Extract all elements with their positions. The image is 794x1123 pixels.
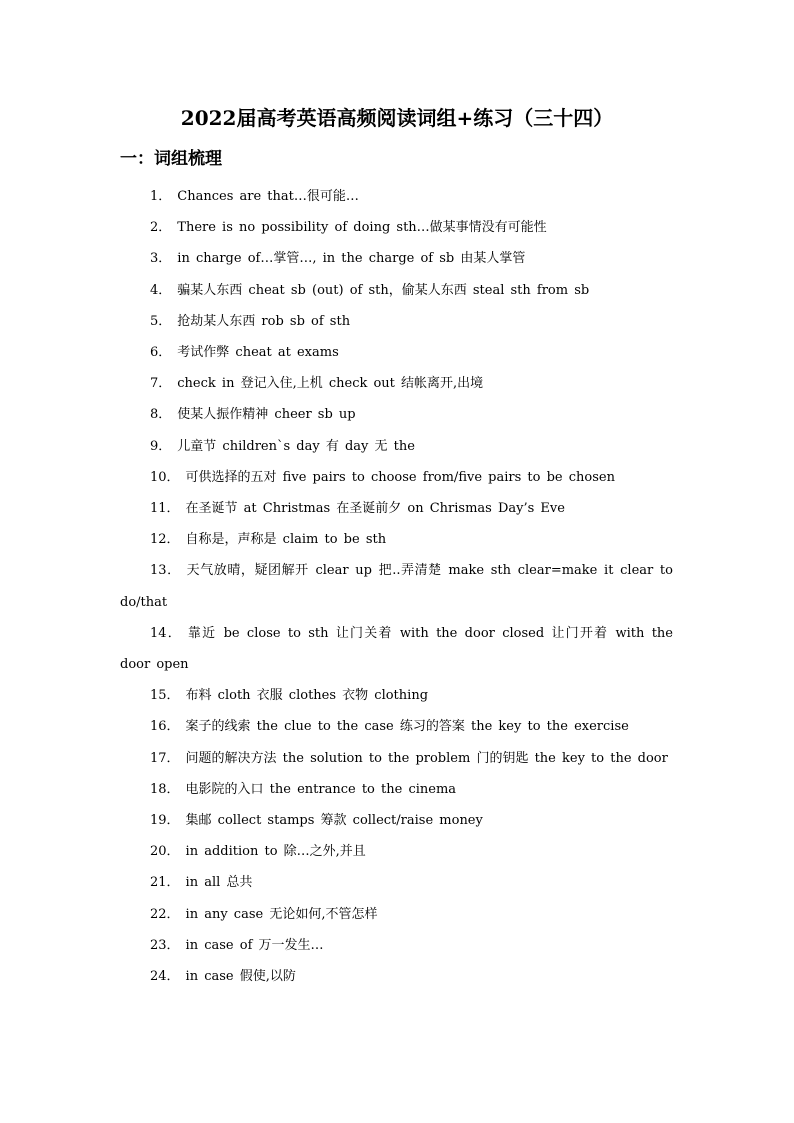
item-text: 案子的线索 the clue to the case 练习的答案 the key to the exercise <box>185 719 629 735</box>
list-item <box>120 836 673 867</box>
item-number: 14． <box>150 625 182 641</box>
list-item <box>120 618 673 680</box>
list-item <box>120 524 673 555</box>
phrase-list <box>120 181 673 992</box>
list-item <box>120 899 673 930</box>
list-item <box>120 243 673 274</box>
item-number: 16． <box>150 719 180 735</box>
item-text: in all 总共 <box>185 875 253 891</box>
item-text: 集邮 collect stamps 筹款 collect/raise money <box>185 813 483 829</box>
item-text: 电影院的入口 the entrance to the cinema <box>185 781 457 797</box>
list-item <box>120 337 673 368</box>
item-number: 24． <box>150 969 180 985</box>
list-item <box>120 399 673 430</box>
item-number: 11． <box>150 501 180 517</box>
list-item <box>120 493 673 524</box>
list-item <box>120 275 673 306</box>
item-number: 1． <box>150 189 172 204</box>
item-number: 20． <box>150 844 180 860</box>
list-item <box>120 774 673 805</box>
item-text: in case 假使,以防 <box>185 969 296 985</box>
list-item <box>120 555 673 617</box>
item-number: 2． <box>150 220 172 236</box>
list-item <box>120 711 673 742</box>
item-number: 22． <box>150 906 180 922</box>
item-text: 使某人振作精神 cheer sb up <box>177 407 356 423</box>
item-text: 可供选择的五对 five pairs to choose from/five pairs to be chosen <box>185 469 615 485</box>
list-item <box>120 743 673 774</box>
list-item <box>120 930 673 961</box>
item-number: 4． <box>150 282 172 298</box>
item-number: 15． <box>150 688 180 704</box>
item-text: 问题的解决方法 the solution to the problem 门的钥匙 the key to the door <box>185 750 668 766</box>
item-text: 天气放晴，疑团解开 clear up 把..弄清楚 make sth clear=make it clear to do/that <box>120 563 673 610</box>
list-item <box>120 680 673 711</box>
item-number: 21． <box>150 875 180 891</box>
item-text: in charge of…掌管…, in the charge of sb 由某人掌管 <box>177 251 526 267</box>
item-number: 12． <box>150 532 180 548</box>
list-item <box>120 867 673 898</box>
item-number: 23． <box>150 937 180 953</box>
item-text: Chances are that…很可能… <box>177 189 359 204</box>
item-number: 19． <box>150 813 180 829</box>
item-text: in case of 万一发生… <box>185 937 324 953</box>
item-text: 在圣诞节 at Christmas 在圣诞前夕 on Chrismas Day’s Eve <box>185 501 565 517</box>
item-text: check in 登记入住,上机 check out 结帐离开,出境 <box>177 376 484 392</box>
item-number: 5． <box>150 313 172 329</box>
item-text: 儿童节 children`s day 有 day 无 the <box>177 438 415 454</box>
item-number: 6． <box>150 345 172 361</box>
item-text: in addition to 除…之外,并且 <box>185 844 366 860</box>
item-text: 自称是，声称是 claim to be sth <box>185 532 387 548</box>
item-number: 13． <box>150 563 181 579</box>
list-item <box>120 181 673 212</box>
item-number: 7． <box>150 376 172 392</box>
list-item <box>120 961 673 992</box>
item-number: 17． <box>150 750 180 766</box>
list-item <box>120 368 673 399</box>
item-text: 考试作弊 cheat at exams <box>177 345 339 361</box>
document-title: 2022届高考英语高频阅读词组+练习（三十四） <box>180 106 614 130</box>
item-number: 10． <box>150 469 180 485</box>
section-heading: 一：词组梳理 <box>120 149 222 169</box>
list-item <box>120 431 673 462</box>
item-number: 18． <box>150 781 180 797</box>
list-item <box>120 805 673 836</box>
item-text: 靠近 be close to sth 让门关着 with the door closed 让门开着 with the door open <box>120 625 673 673</box>
list-item <box>120 212 673 243</box>
item-number: 3． <box>150 251 172 267</box>
item-text: 布料 cloth 衣服 clothes 衣物 clothing <box>185 688 429 704</box>
item-number: 9． <box>150 438 172 454</box>
item-text: 骗某人东西 cheat sb (out) of sth，偷某人东西 steal sth from sb <box>177 282 590 298</box>
item-number: 8． <box>150 407 172 423</box>
item-text: 抢劫某人东西 rob sb of sth <box>177 313 351 329</box>
item-text: in any case 无论如何,不管怎样 <box>185 906 378 922</box>
item-text: There is no possibility of doing sth…做某事情没有可能性 <box>177 220 547 236</box>
list-item <box>120 306 673 337</box>
list-item <box>120 462 673 493</box>
